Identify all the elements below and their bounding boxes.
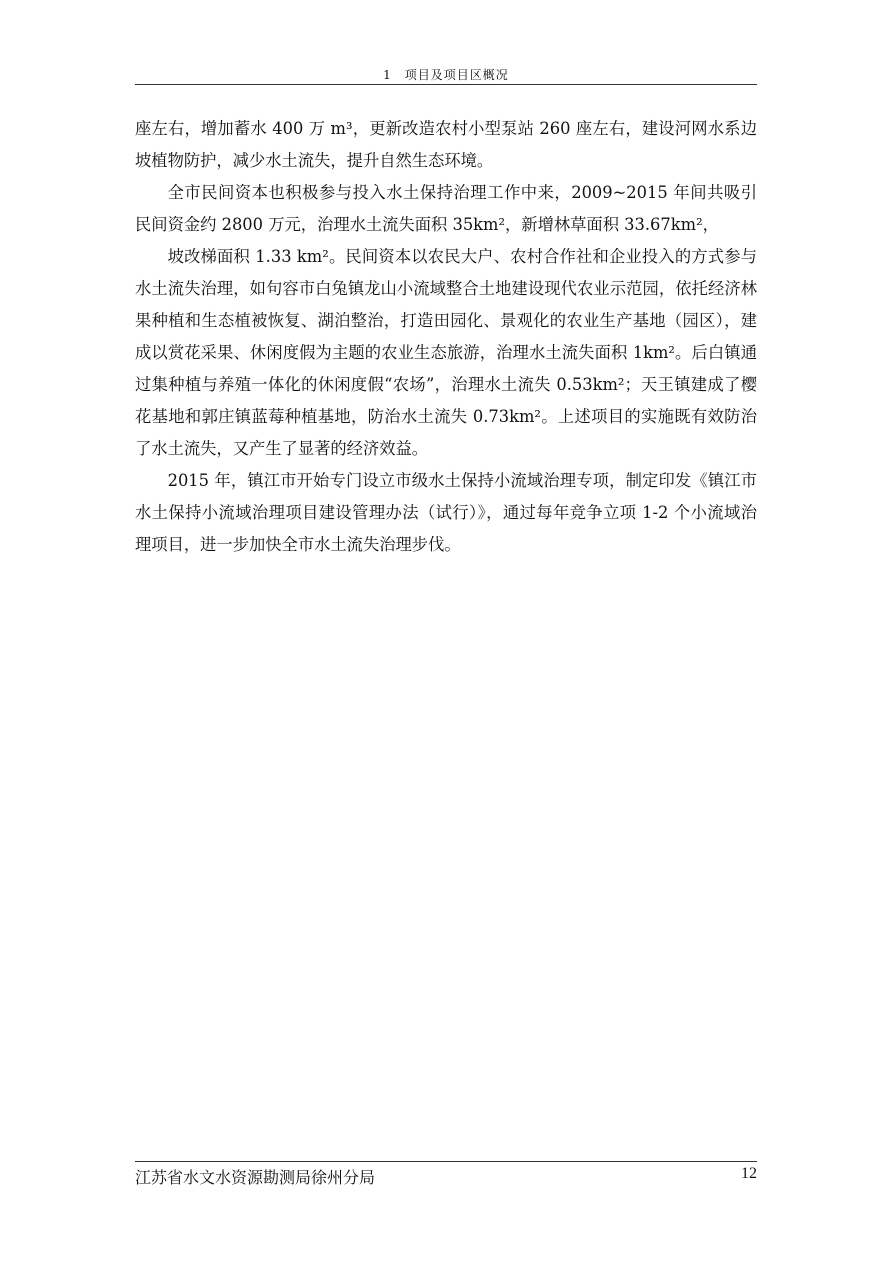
running-header: 1 项目及项目区概况 (383, 68, 509, 82)
header-rule (135, 84, 757, 85)
paragraph-1: 座左右，增加蓄水 400 万 m³，更新改造农村小型泵站 260 座左右，建设河网水系边坡植物防护，减少水土流失，提升自然生态环境。 (135, 119, 757, 170)
page-number: 12 (741, 1165, 757, 1182)
body-text (135, 113, 757, 561)
footer-organization: 江苏省水文水资源勘测局徐州分局 (135, 1168, 376, 1187)
paragraph-4: 2015 年，镇江市开始专门设立市级水土保持小流域治理专项，制定印发《镇江市水土保持小流域治理项目建设管理办法（试行）》，通过每年竞争立项 1-2 个小流域治理项目，进一步加快全市水土流失治理步伐。 (135, 471, 757, 554)
paragraph-2: 全市民间资本也积极参与投入水土保持治理工作中来，2009~2015 年间共吸引民间资金约 2800 万元，治理水土流失面积 35km²，新增林草面积 33.67km²， (135, 183, 757, 234)
footer-rule (135, 1161, 757, 1162)
paragraph-3: 坡改梯面积 1.33 km²。民间资本以农民大户、农村合作社和企业投入的方式参与水土流失治理，如句容市白兔镇龙山小流域整合土地建设现代农业示范园，依托经济林果种植和生态植被恢复、湖泊整治，打造田园化、景观化的农业生产基地（园区），建成以赏花采果、休闲度假为主题的农业生态旅游，治理水土流失面积 1km²。后白镇通过集种植与养殖一体化的休闲度假“农场”，治理水土流失 0.53km²；天王镇建成了樱花基地和郭庄镇蓝莓种植基地，防治水土流失 0.73km²。上述项目的实施既有效防治了水土流失，又产生了显著的经济效益。 (135, 247, 757, 458)
